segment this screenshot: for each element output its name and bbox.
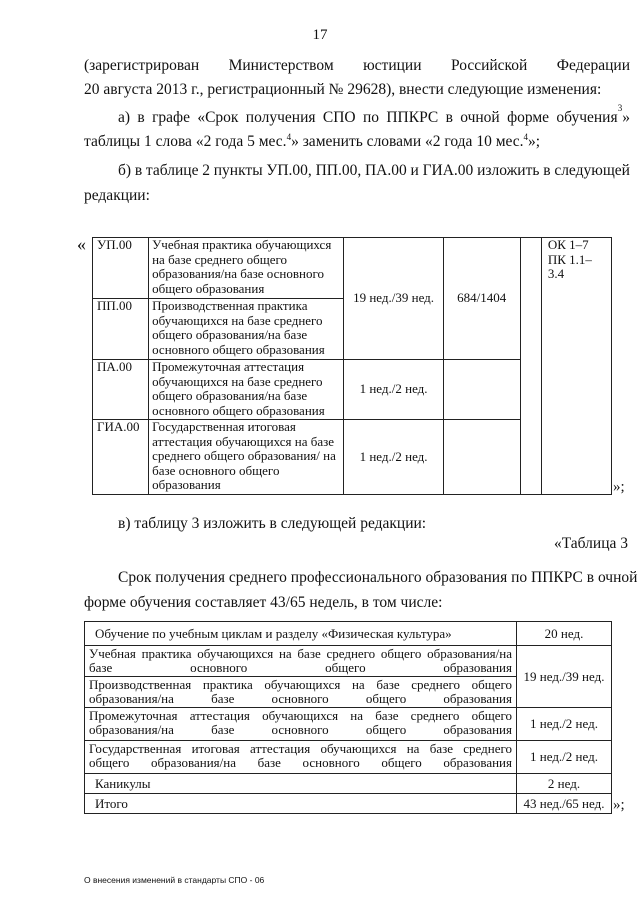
table-3-close: »; (613, 797, 625, 813)
table-cell-label: Каникулы (85, 774, 517, 794)
item-a-line-1 (118, 103, 630, 128)
item-a-quote-end: » (622, 109, 630, 126)
table-cell-value: 1 нед./2 нед. (517, 741, 612, 774)
item-b-line-1 (118, 161, 630, 181)
word: в (134, 162, 143, 179)
word: а) (118, 109, 131, 126)
table-cell-competencies (541, 238, 611, 495)
table-cell-code: УП.00 (93, 238, 149, 299)
word: УП.00, (266, 162, 312, 179)
table-cell-value: 43 нед./65 нед. (517, 794, 612, 814)
table-cell-value: 1 нед./2 нед. (517, 708, 612, 741)
item-a-text-part: » заменить словами «2 года 10 мес. (291, 133, 524, 150)
word: Министерством (228, 57, 334, 74)
paragraph-intro-line-1 (84, 56, 630, 76)
table-row (85, 741, 612, 774)
word: ПА.00 (364, 162, 407, 179)
word: (зарегистрирован (84, 57, 200, 74)
item-a-line-2 (84, 132, 540, 152)
word: Федерации (556, 57, 630, 74)
table-cell-label: Учебная практика обучающихся на базе среднего общего образования/на базе основного общего образования (85, 646, 517, 677)
table-cell-label: Промежуточная аттестация обучающихся на базе среднего общего образования/на базе основного общего образования (85, 708, 517, 741)
table-cell-label: Обучение по учебным циклам и разделу «Физическая культура» (85, 622, 517, 646)
table-cell-hours (443, 360, 520, 420)
word: следующей (554, 162, 630, 179)
item-a-words (118, 108, 618, 128)
table-cell-label: Итого (85, 794, 517, 814)
page-number: 17 (312, 27, 328, 43)
word: очной (460, 109, 500, 126)
table-3 (84, 621, 612, 814)
word: в (543, 162, 551, 179)
table-cell-value: 20 нед. (517, 622, 612, 646)
word: графе (152, 109, 190, 126)
word: в (445, 109, 453, 126)
word: 2 (202, 162, 210, 179)
footer: О внесения изменений в стандарты СПО - 06 (84, 875, 265, 885)
table-cell-name: Производственная практика обучающихся на базе среднего общего образования/на базе основного общего образования (149, 299, 344, 360)
footnote-mark: 3 (617, 103, 623, 113)
word: ГИА.00 (422, 162, 474, 179)
item-a-text-part: таблицы 1 слова «2 года 5 мес. (84, 133, 287, 150)
table-cell-weeks: 1 нед./2 нед. (344, 360, 443, 420)
quote-close: »; (613, 479, 625, 495)
table-row (85, 646, 612, 677)
table-cell-value: 19 нед./39 нед. (517, 646, 612, 708)
footnote-mark: 4 (286, 131, 292, 142)
word: изложить (477, 162, 540, 179)
table-cell-code: ПП.00 (93, 299, 149, 360)
table-cell-empty (520, 238, 541, 495)
table-cell-name: Учебная практика обучающихся на базе среднего общего образования/на базе основного общего образования (149, 238, 344, 299)
table-2 (92, 237, 612, 495)
word: обучения (556, 109, 618, 126)
table-cell-hours: 684/1404 (443, 238, 520, 360)
table-row (85, 708, 612, 741)
word: б) (118, 162, 132, 179)
item-v: в) таблицу 3 изложить в следующей редакции: (118, 515, 427, 532)
word: в (137, 109, 145, 126)
quote-open: « (77, 234, 86, 254)
table-cell-weeks: 1 нед./2 нед. (344, 420, 443, 495)
competency-ok: ОК 1–7 (547, 237, 589, 252)
word: юстиции (363, 57, 422, 74)
word: ППКРС (386, 109, 439, 126)
table-cell-value: 2 нед. (517, 774, 612, 794)
table-cell-name: Промежуточная аттестация обучающихся на базе среднего общего образования/на базе основного общего образования (149, 360, 344, 420)
table-cell-label: Производственная практика обучающихся на базе среднего общего образования/на базе основного общего образования (85, 677, 517, 708)
table-cell-name: Государственная итоговая аттестация обучающихся на базе среднего общего образования/ на базе основного общего образования (149, 420, 344, 495)
table-row (93, 238, 612, 299)
table-row (85, 774, 612, 794)
table-cell-weeks: 19 нед./39 нед. (344, 238, 443, 360)
word: пункты (213, 162, 263, 179)
word: и (410, 162, 419, 179)
table-row (85, 794, 612, 814)
word: форме (507, 109, 550, 126)
word: получения (245, 109, 316, 126)
word: СПО (322, 109, 356, 126)
item-b-line-2: редакции: (84, 187, 150, 204)
word: Российской (450, 57, 528, 74)
table-row (85, 622, 612, 646)
word: ПП.00, (315, 162, 362, 179)
table-cell-hours (443, 420, 520, 495)
table-cell-code: ПА.00 (93, 360, 149, 420)
word: «Срок (197, 109, 239, 126)
item-a-text-part: »; (528, 133, 541, 150)
competency-pk: ПК 1.1–3.4 (547, 251, 592, 281)
table-cell-code: ГИА.00 (93, 420, 149, 495)
table-3-label: «Таблица 3 (553, 535, 628, 552)
paragraph-intro-line-2: 20 августа 2013 г., регистрационный № 29628), внести следующие изменения: (84, 81, 602, 98)
paragraph-term-line-1: Срок получения среднего профессионального образования по ППКРС в очной (118, 569, 638, 586)
word: таблице (145, 162, 199, 179)
footnote-mark: 4 (523, 131, 529, 142)
paragraph-term-line-2: форме обучения составляет 43/65 недель, в том числе: (84, 594, 443, 611)
word: по (362, 109, 379, 126)
table-cell-label: Государственная итоговая аттестация обучающихся на базе среднего общего образования/на базе основного общего образования (85, 741, 517, 774)
